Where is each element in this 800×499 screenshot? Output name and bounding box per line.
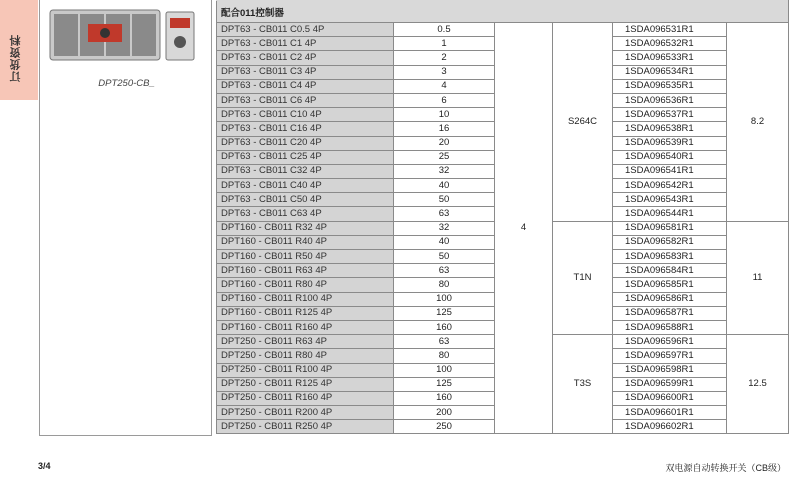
- model-cell: DPT160 - CB011 R160 4P: [217, 320, 394, 334]
- model-cell: DPT63 - CB011 C3 4P: [217, 65, 394, 79]
- model-cell: DPT250 - CB011 R100 4P: [217, 363, 394, 377]
- model-cell: DPT63 - CB011 C16 4P: [217, 122, 394, 136]
- order-code-cell: 1SDA096535R1: [613, 79, 727, 93]
- rating-cell: 100: [394, 292, 495, 306]
- rating-cell: 160: [394, 320, 495, 334]
- order-code-cell: 1SDA096532R1: [613, 37, 727, 51]
- rating-cell: 2: [394, 51, 495, 65]
- rating-cell: 80: [394, 278, 495, 292]
- model-cell: DPT63 - CB011 C2 4P: [217, 51, 394, 65]
- model-cell: DPT63 - CB011 C4 4P: [217, 79, 394, 93]
- model-cell: DPT63 - CB011 C50 4P: [217, 193, 394, 207]
- rating-cell: 32: [394, 221, 495, 235]
- rating-cell: 63: [394, 264, 495, 278]
- order-code-cell: 1SDA096533R1: [613, 51, 727, 65]
- rating-cell: 200: [394, 406, 495, 420]
- order-code-cell: 1SDA096596R1: [613, 335, 727, 349]
- document-title: 双电源自动转换开关（CB级）: [665, 463, 786, 473]
- order-code-cell: 1SDA096544R1: [613, 207, 727, 221]
- model-cell: DPT160 - CB011 R125 4P: [217, 306, 394, 320]
- rating-cell: 80: [394, 349, 495, 363]
- order-code-cell: 1SDA096597R1: [613, 349, 727, 363]
- breaker-cell: T3S: [553, 335, 613, 434]
- order-code-cell: 1SDA096536R1: [613, 93, 727, 107]
- order-code-cell: 1SDA096585R1: [613, 278, 727, 292]
- side-tab: [0, 0, 38, 100]
- model-cell: DPT160 - CB011 R100 4P: [217, 292, 394, 306]
- rating-cell: 0.5: [394, 23, 495, 37]
- rating-cell: 20: [394, 136, 495, 150]
- order-table: [216, 0, 789, 434]
- rating-cell: 4: [394, 79, 495, 93]
- rating-cell: 50: [394, 250, 495, 264]
- model-cell: DPT63 - CB011 C6 4P: [217, 93, 394, 107]
- order-code-cell: 1SDA096582R1: [613, 235, 727, 249]
- order-code-cell: 1SDA096600R1: [613, 391, 727, 405]
- product-panel: [39, 0, 212, 436]
- order-code-cell: 1SDA096587R1: [613, 306, 727, 320]
- rating-cell: 3: [394, 65, 495, 79]
- model-cell: DPT63 - CB011 C0.5 4P: [217, 23, 394, 37]
- model-cell: DPT250 - CB011 R200 4P: [217, 406, 394, 420]
- model-cell: DPT250 - CB011 R80 4P: [217, 349, 394, 363]
- side-tab-label: 订货资料: [10, 34, 22, 82]
- rating-cell: 50: [394, 193, 495, 207]
- order-code-cell: 1SDA096583R1: [613, 250, 727, 264]
- breaker-cell: T1N: [553, 221, 613, 335]
- order-code-cell: 1SDA096543R1: [613, 193, 727, 207]
- rating-cell: 250: [394, 420, 495, 434]
- model-cell: DPT160 - CB011 R80 4P: [217, 278, 394, 292]
- order-code-cell: 1SDA096537R1: [613, 108, 727, 122]
- rating-cell: 1: [394, 37, 495, 51]
- model-cell: DPT250 - CB011 R250 4P: [217, 420, 394, 434]
- model-cell: DPT63 - CB011 C20 4P: [217, 136, 394, 150]
- rating-cell: 125: [394, 306, 495, 320]
- rating-cell: 160: [394, 391, 495, 405]
- rating-cell: 63: [394, 207, 495, 221]
- order-code-cell: 1SDA096534R1: [613, 65, 727, 79]
- model-cell: DPT250 - CB011 R125 4P: [217, 377, 394, 391]
- order-code-cell: 1SDA096598R1: [613, 363, 727, 377]
- model-cell: DPT63 - CB011 C63 4P: [217, 207, 394, 221]
- rating-cell: 10: [394, 108, 495, 122]
- rating-cell: 16: [394, 122, 495, 136]
- rating-cell: 125: [394, 377, 495, 391]
- rating-cell: 40: [394, 235, 495, 249]
- table-title: 配合011控制器: [217, 5, 789, 23]
- rating-cell: 63: [394, 335, 495, 349]
- model-cell: DPT63 - CB011 C40 4P: [217, 179, 394, 193]
- product-image: [48, 4, 198, 64]
- poles-cell: 4: [495, 23, 553, 434]
- order-code-cell: 1SDA096599R1: [613, 377, 727, 391]
- order-code-cell: 1SDA096531R1: [613, 23, 727, 37]
- weight-cell: 8.2: [727, 23, 789, 222]
- weight-cell: 12.5: [727, 335, 789, 434]
- weight-cell: 11: [727, 221, 789, 335]
- model-cell: DPT63 - CB011 C25 4P: [217, 150, 394, 164]
- rating-cell: 100: [394, 363, 495, 377]
- model-cell: DPT63 - CB011 C1 4P: [217, 37, 394, 51]
- order-code-cell: 1SDA096584R1: [613, 264, 727, 278]
- order-code-cell: 1SDA096602R1: [613, 420, 727, 434]
- model-cell: DPT63 - CB011 C10 4P: [217, 108, 394, 122]
- model-cell: DPT160 - CB011 R63 4P: [217, 264, 394, 278]
- model-cell: DPT160 - CB011 R40 4P: [217, 235, 394, 249]
- order-code-cell: 1SDA096601R1: [613, 406, 727, 420]
- order-code-cell: 1SDA096541R1: [613, 164, 727, 178]
- order-code-cell: 1SDA096540R1: [613, 150, 727, 164]
- order-code-cell: 1SDA096586R1: [613, 292, 727, 306]
- rating-cell: 32: [394, 164, 495, 178]
- order-code-cell: 1SDA096588R1: [613, 320, 727, 334]
- model-cell: DPT250 - CB011 R160 4P: [217, 391, 394, 405]
- model-cell: DPT160 - CB011 R32 4P: [217, 221, 394, 235]
- table-row: [217, 23, 789, 37]
- rating-cell: 6: [394, 93, 495, 107]
- rating-cell: 40: [394, 179, 495, 193]
- model-cell: DPT250 - CB011 R63 4P: [217, 335, 394, 349]
- order-code-cell: 1SDA096542R1: [613, 179, 727, 193]
- order-code-cell: 1SDA096539R1: [613, 136, 727, 150]
- model-cell: DPT63 - CB011 C32 4P: [217, 164, 394, 178]
- rating-cell: 25: [394, 150, 495, 164]
- order-code-cell: 1SDA096581R1: [613, 221, 727, 235]
- page-number: 3/4: [38, 461, 51, 471]
- model-cell: DPT160 - CB011 R50 4P: [217, 250, 394, 264]
- order-code-cell: 1SDA096538R1: [613, 122, 727, 136]
- product-caption: DPT250-CB_: [98, 78, 155, 89]
- breaker-cell: S264C: [553, 23, 613, 222]
